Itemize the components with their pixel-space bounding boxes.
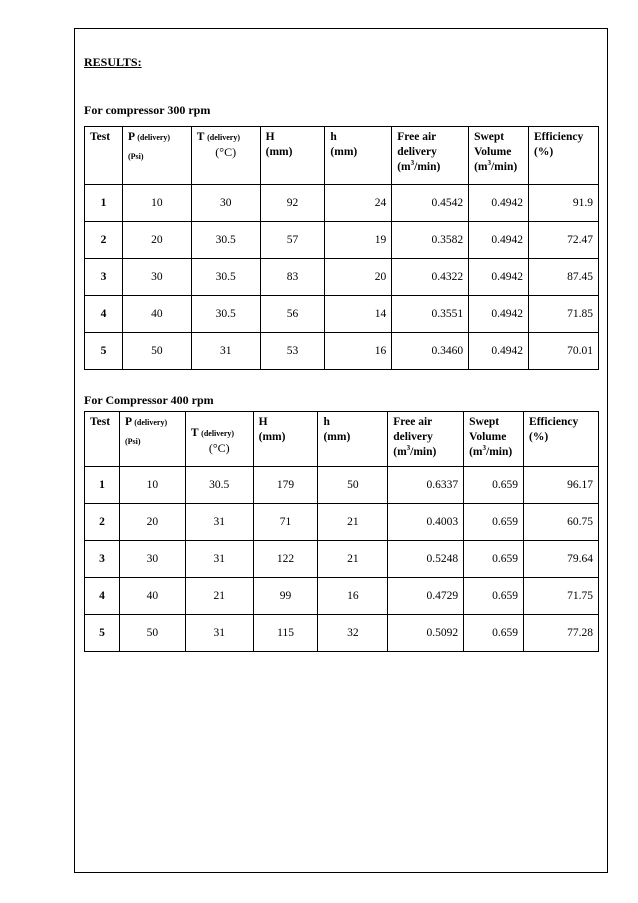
table-header-row (85, 412, 599, 467)
header-efficiency: Efficiency (%) (529, 127, 599, 185)
cell-free-air-delivery: 0.5092 (388, 615, 464, 652)
cell-temperature: 31 (191, 333, 260, 370)
cell-temperature: 30.5 (191, 222, 260, 259)
header-h: h (mm) (325, 127, 392, 185)
cell-pressure: 50 (119, 615, 185, 652)
cell-pressure: 30 (122, 259, 191, 296)
cell-swept-volume: 0.659 (464, 615, 524, 652)
cell-h: 19 (325, 222, 392, 259)
cell-temperature: 30.5 (191, 296, 260, 333)
cell-swept-volume: 0.659 (464, 504, 524, 541)
table-row (85, 259, 599, 296)
cell-swept-volume: 0.659 (464, 541, 524, 578)
cell-H: 57 (260, 222, 325, 259)
table-row (85, 615, 599, 652)
table2-caption: For Compressor 400 rpm (84, 393, 214, 407)
cell-temperature: 21 (185, 578, 253, 615)
cell-pressure: 40 (122, 296, 191, 333)
results-heading-colon: : (137, 55, 142, 69)
cell-free-air-delivery: 0.4542 (392, 185, 469, 222)
table-row (85, 222, 599, 259)
cell-test: 4 (85, 578, 120, 615)
header-temperature: T (delivery) (°C) (191, 127, 260, 185)
cell-efficiency: 71.75 (524, 578, 599, 615)
header-h: h (mm) (318, 412, 388, 467)
cell-temperature: 30.5 (185, 467, 253, 504)
header-test: Test (85, 127, 123, 185)
results-heading (84, 55, 142, 70)
cell-free-air-delivery: 0.6337 (388, 467, 464, 504)
cell-swept-volume: 0.4942 (469, 333, 529, 370)
cell-free-air-delivery: 0.4322 (392, 259, 469, 296)
cell-h: 14 (325, 296, 392, 333)
cell-swept-volume: 0.4942 (469, 296, 529, 333)
cell-swept-volume: 0.4942 (469, 259, 529, 296)
cell-pressure: 20 (122, 222, 191, 259)
cell-H: 122 (253, 541, 318, 578)
cell-swept-volume: 0.4942 (469, 185, 529, 222)
header-temperature: T (delivery) (°C) (185, 412, 253, 467)
cell-efficiency: 72.47 (529, 222, 599, 259)
cell-pressure: 10 (122, 185, 191, 222)
cell-H: 83 (260, 259, 325, 296)
results-table-300rpm (84, 126, 599, 370)
header-swept-volume: Swept Volume $(m^3/\min)$ (464, 412, 524, 467)
header-H: H (mm) (260, 127, 325, 185)
cell-efficiency: 91.9 (529, 185, 599, 222)
header-free-air-delivery: Free air delivery $(m^3/\min)$ (388, 412, 464, 467)
header-pressure: P (delivery) (Psi) (119, 412, 185, 467)
cell-h: 32 (318, 615, 388, 652)
table-row (85, 578, 599, 615)
cell-swept-volume: 0.659 (464, 467, 524, 504)
cell-free-air-delivery: 0.4003 (388, 504, 464, 541)
cell-pressure: 30 (119, 541, 185, 578)
cell-h: 16 (325, 333, 392, 370)
cell-test: 2 (85, 222, 123, 259)
cell-efficiency: 87.45 (529, 259, 599, 296)
header-pressure: P (delivery) (Psi) (122, 127, 191, 185)
cell-h: 50 (318, 467, 388, 504)
header-free-air-delivery: Free air delivery $(m^3/\min)$ (392, 127, 469, 185)
cell-h: 21 (318, 504, 388, 541)
cell-pressure: 10 (119, 467, 185, 504)
table-row (85, 541, 599, 578)
cell-h: 24 (325, 185, 392, 222)
cell-efficiency: 70.01 (529, 333, 599, 370)
cell-test: 1 (85, 185, 123, 222)
header-test: Test (85, 412, 120, 467)
cell-free-air-delivery: 0.5248 (388, 541, 464, 578)
cell-efficiency: 60.75 (524, 504, 599, 541)
cell-swept-volume: 0.659 (464, 578, 524, 615)
cell-test: 3 (85, 259, 123, 296)
cell-H: 56 (260, 296, 325, 333)
cell-temperature: 31 (185, 504, 253, 541)
cell-test: 4 (85, 296, 123, 333)
cell-h: 16 (318, 578, 388, 615)
cell-h: 21 (318, 541, 388, 578)
cell-test: 1 (85, 467, 120, 504)
cell-test: 5 (85, 615, 120, 652)
cell-test: 5 (85, 333, 123, 370)
cell-efficiency: 77.28 (524, 615, 599, 652)
cell-temperature: 31 (185, 615, 253, 652)
cell-free-air-delivery: 0.3460 (392, 333, 469, 370)
cell-H: 115 (253, 615, 318, 652)
cell-test: 3 (85, 541, 120, 578)
cell-H: 179 (253, 467, 318, 504)
table1-caption: For compressor 300 rpm (84, 103, 211, 117)
cell-efficiency: 79.64 (524, 541, 599, 578)
cell-free-air-delivery: 0.4729 (388, 578, 464, 615)
table-header-row (85, 127, 599, 185)
cell-free-air-delivery: 0.3551 (392, 296, 469, 333)
cell-test: 2 (85, 504, 120, 541)
table-row (85, 296, 599, 333)
cell-H: 71 (253, 504, 318, 541)
cell-efficiency: 71.85 (529, 296, 599, 333)
header-efficiency: Efficiency (%) (524, 412, 599, 467)
cell-H: 92 (260, 185, 325, 222)
cell-H: 99 (253, 578, 318, 615)
cell-pressure: 40 (119, 578, 185, 615)
table-row (85, 504, 599, 541)
results-table-400rpm (84, 411, 599, 652)
cell-temperature: 30 (191, 185, 260, 222)
table-row (85, 333, 599, 370)
cell-pressure: 20 (119, 504, 185, 541)
cell-pressure: 50 (122, 333, 191, 370)
cell-efficiency: 96.17 (524, 467, 599, 504)
table-row (85, 467, 599, 504)
table-row (85, 185, 599, 222)
cell-free-air-delivery: 0.3582 (392, 222, 469, 259)
header-H: H (mm) (253, 412, 318, 467)
cell-temperature: 30.5 (191, 259, 260, 296)
cell-H: 53 (260, 333, 325, 370)
cell-temperature: 31 (185, 541, 253, 578)
header-swept-volume: Swept Volume $(m^3/\min)$ (469, 127, 529, 185)
cell-h: 20 (325, 259, 392, 296)
cell-swept-volume: 0.4942 (469, 222, 529, 259)
results-heading-text: RESULTS (84, 55, 138, 69)
